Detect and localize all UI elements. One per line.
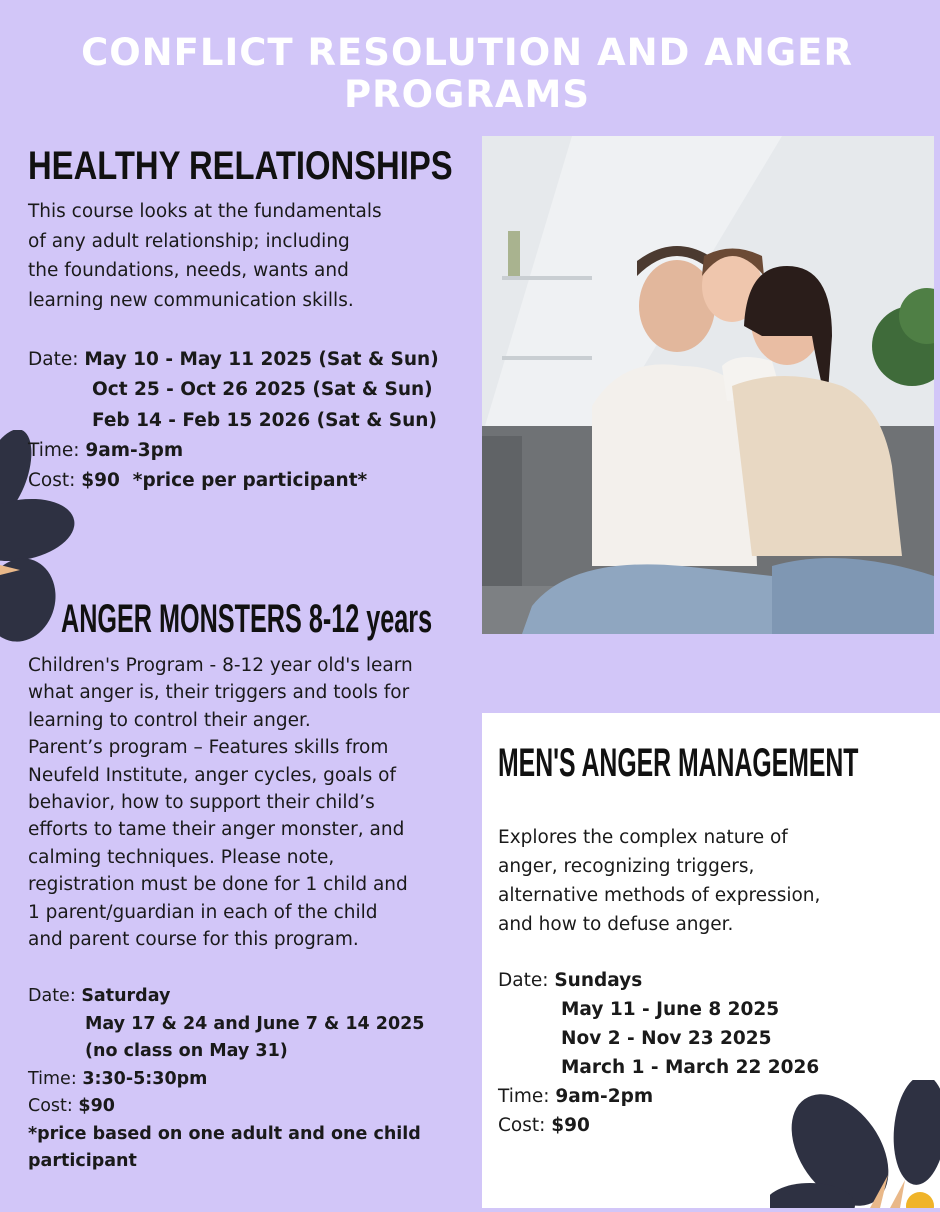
date-label: Date: xyxy=(28,349,79,370)
page-title-line-2: PROGRAMS xyxy=(343,73,591,116)
cost-value: $90 xyxy=(551,1115,590,1136)
date-row xyxy=(28,345,478,375)
date-value: March 1 - March 22 2026 xyxy=(561,1057,820,1078)
desc-line: anger, recognizing triggers, xyxy=(498,856,755,877)
date-value: Feb 14 - Feb 15 2026 (Sat & Sun) xyxy=(92,409,437,431)
desc-line: calming techniques. Please note, xyxy=(28,846,335,868)
date-value: (no class on May 31) xyxy=(85,1041,288,1061)
desc-line: what anger is, their triggers and tools for xyxy=(28,682,410,704)
desc-line: behavior, how to support their child’s xyxy=(28,792,375,814)
date-row xyxy=(498,966,918,995)
date-value: Oct 25 - Oct 26 2025 (Sat & Sun) xyxy=(92,379,433,401)
cost-label: Cost: xyxy=(28,1096,73,1116)
desc-line: and parent course for this program. xyxy=(28,929,359,951)
page-title xyxy=(0,32,934,116)
family-photo xyxy=(482,136,934,634)
flower-decoration-right-icon xyxy=(770,1080,940,1208)
anger-monsters-heading: ANGER MONSTERS 8-12 years xyxy=(61,597,433,641)
mens-anger-management-heading: MEN'S ANGER MANAGEMENT xyxy=(498,741,859,785)
desc-line: alternative methods of expression, xyxy=(498,885,821,906)
date-day: Sundays xyxy=(554,970,643,991)
desc-line: 1 parent/guardian in each of the child xyxy=(28,901,378,923)
desc-line: Children's Program - 8-12 year old's learn xyxy=(28,655,413,676)
time-label: Time: xyxy=(28,1068,77,1089)
date-label: Date: xyxy=(498,970,549,991)
mens-anger-management-description xyxy=(498,823,918,939)
date-value: May 11 - June 8 2025 xyxy=(561,999,780,1020)
time-label: Time: xyxy=(28,439,80,461)
time-value: 9am-2pm xyxy=(555,1086,654,1107)
time-row xyxy=(28,436,478,466)
desc-line: the foundations, needs, wants and xyxy=(28,260,349,281)
healthy-relationships-schedule xyxy=(28,345,478,496)
desc-line: and how to defuse anger. xyxy=(498,914,734,935)
desc-line: Neufeld Institute, anger cycles, goals of xyxy=(28,764,396,786)
desc-line: Parent’s program – Features skills from xyxy=(28,737,389,759)
date-label: Date: xyxy=(28,986,76,1006)
healthy-relationships-heading: HEALTHY RELATIONSHIPS xyxy=(28,144,453,188)
desc-line: Explores the complex nature of xyxy=(498,827,788,848)
desc-line: registration must be done for 1 child and xyxy=(28,874,408,896)
page-title-line-1: CONFLICT RESOLUTION AND ANGER xyxy=(81,31,853,74)
price-note-line: *price based on one adult and one child xyxy=(28,1123,421,1144)
time-value: 3:30-5:30pm xyxy=(82,1068,208,1089)
price-note-line: participant xyxy=(28,1151,137,1171)
date-day: Saturday xyxy=(81,986,171,1006)
date-value: May 10 - May 11 2025 (Sat & Sun) xyxy=(84,349,439,370)
time-row xyxy=(28,1066,478,1094)
desc-line: learning new communication skills. xyxy=(28,289,354,311)
cost-label: Cost: xyxy=(28,470,76,492)
cost-value: $90 xyxy=(78,1096,115,1116)
desc-line: learning to control their anger. xyxy=(28,709,311,731)
anger-monsters-schedule xyxy=(28,983,478,1176)
desc-line: of any adult relationship; including xyxy=(28,230,350,252)
time-label: Time: xyxy=(498,1086,550,1107)
date-value: Nov 2 - Nov 23 2025 xyxy=(561,1028,772,1049)
healthy-relationships-description xyxy=(28,197,478,315)
date-row xyxy=(28,983,478,1011)
anger-monsters-description xyxy=(28,652,478,953)
desc-line: This course looks at the fundamentals xyxy=(28,201,382,222)
cost-row xyxy=(28,466,478,496)
cost-label: Cost: xyxy=(498,1115,546,1136)
cost-value: $90 *price per participant* xyxy=(81,470,368,492)
desc-line: efforts to tame their anger monster, and xyxy=(28,819,405,841)
cost-row xyxy=(28,1093,478,1121)
time-value: 9am-3pm xyxy=(85,439,184,461)
date-value: May 17 & 24 and June 7 & 14 2025 xyxy=(85,1013,425,1034)
